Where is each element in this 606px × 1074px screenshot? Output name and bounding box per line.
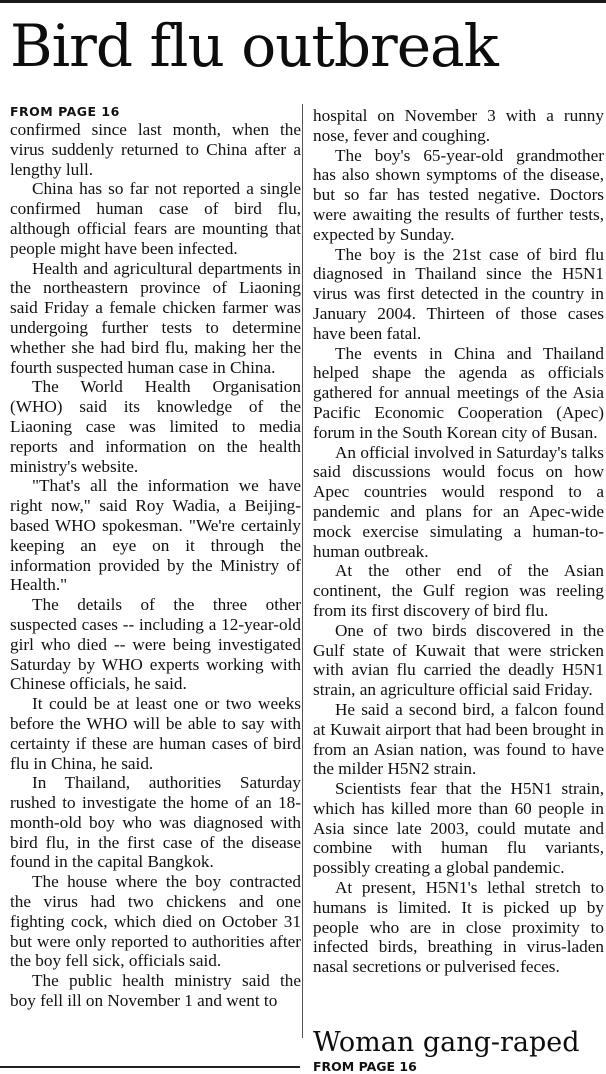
paragraph: The World Health Organisation (WHO) said its knowledge of the Liaoning case was limited to media reports and information on the health ministry's website.	[10, 377, 301, 476]
right-column	[313, 106, 604, 977]
left-column	[10, 103, 301, 1011]
paragraph: He said a second bird, a falcon found at Kuwait airport that had been brought in from an Asian nation, was found to have the milder H5N2 strain.	[313, 699, 604, 779]
paragraph: "That's all the information we have right now," said Roy Wadia, a Beijing-based WHO spokesman. "We're certainly keeping an eye on it through the information provided by the Ministry of Health."	[10, 476, 301, 595]
column-divider	[302, 104, 303, 1038]
paragraph: confirmed since last month, when the virus suddenly returned to China after a lengthy lull.	[10, 120, 301, 179]
paragraph: It could be at least one or two weeks before the WHO will be able to say with certainty if these are human cases of bird flu in China, he said.	[10, 694, 301, 773]
paragraph: The house where the boy contracted the virus had two chickens and one fighting cock, which died on October 31 but were only reported to authorities after the boy fell sick, officials said.	[10, 872, 301, 971]
paragraph: At the other end of the Asian continent, the Gulf region was reeling from its first discovery of bird flu.	[313, 561, 604, 620]
continuation-kicker: FROM PAGE 16	[10, 104, 120, 119]
paragraph: Scientists fear that the H5N1 strain, which has killed more than 60 people in Asia since late 2003, could mutate and combine with human flu variants, possibly creating a global pandemic.	[313, 779, 604, 878]
paragraph: The details of the three other suspected cases -- including a 12-year-old girl who died -- were being investigated Saturday by WHO experts working with Chinese officials, he said.	[10, 595, 301, 694]
paragraph: China has so far not reported a single confirmed human case of bird flu, although official fears are mounting that people might have been infected.	[10, 179, 301, 258]
paragraph: hospital on November 3 with a runny nose, fever and coughing.	[313, 106, 604, 145]
paragraph: An official involved in Saturday's talks said discussions would focus on how Apec countries would respond to a pandemic and plans for an Apec-wide mock exercise simulating a human-to-human outbreak.	[313, 442, 604, 561]
paragraph: In Thailand, authorities Saturday rushed to investigate the home of an 18-month-old boy who was diagnosed with bird flu, in the first case of the disease found in the capital Bangkok.	[10, 773, 301, 872]
top-rule	[0, 0, 606, 3]
paragraph: Health and agricultural departments in the northeastern province of Liaoning said Friday a female chicken farmer was undergoing further tests to determine whether she had bird flu, making her the fourth suspected human case in China.	[10, 258, 301, 377]
paragraph: The events in China and Thailand helped shape the agenda as officials gathered for annual meetings of the Asia Pacific Economic Cooperation (Apec) forum in the South Korean city of Busan.	[313, 343, 604, 442]
paragraph: At present, H5N1's lethal stretch to humans is limited. It is picked up by people who are in close proximity to infected birds, breathing in virus-laden nasal secretions or pulverised feces.	[313, 878, 604, 977]
paragraph: The public health ministry said the boy fell ill on November 1 and went to	[10, 971, 301, 1011]
next-article-kicker: FROM PAGE 16	[313, 1059, 417, 1074]
paragraph: The boy is the 21st case of bird flu diagnosed in Thailand since the H5N1 virus was first detected in the country in January 2004. Thirteen of those cases have been fatal.	[313, 244, 604, 343]
paragraph: The boy's 65-year-old grandmother has also shown symptoms of the disease, but so far has tested negative. Doctors were awaiting the results of further tests, expected by Sunday.	[313, 145, 604, 244]
paragraph: One of two birds discovered in the Gulf state of Kuwait that were stricken with avian flu carried the deadly H5N1 strain, an agriculture official said Friday.	[313, 620, 604, 700]
next-article-headline: Woman gang-raped	[313, 1027, 580, 1058]
headline: Bird flu outbreak	[10, 12, 498, 80]
